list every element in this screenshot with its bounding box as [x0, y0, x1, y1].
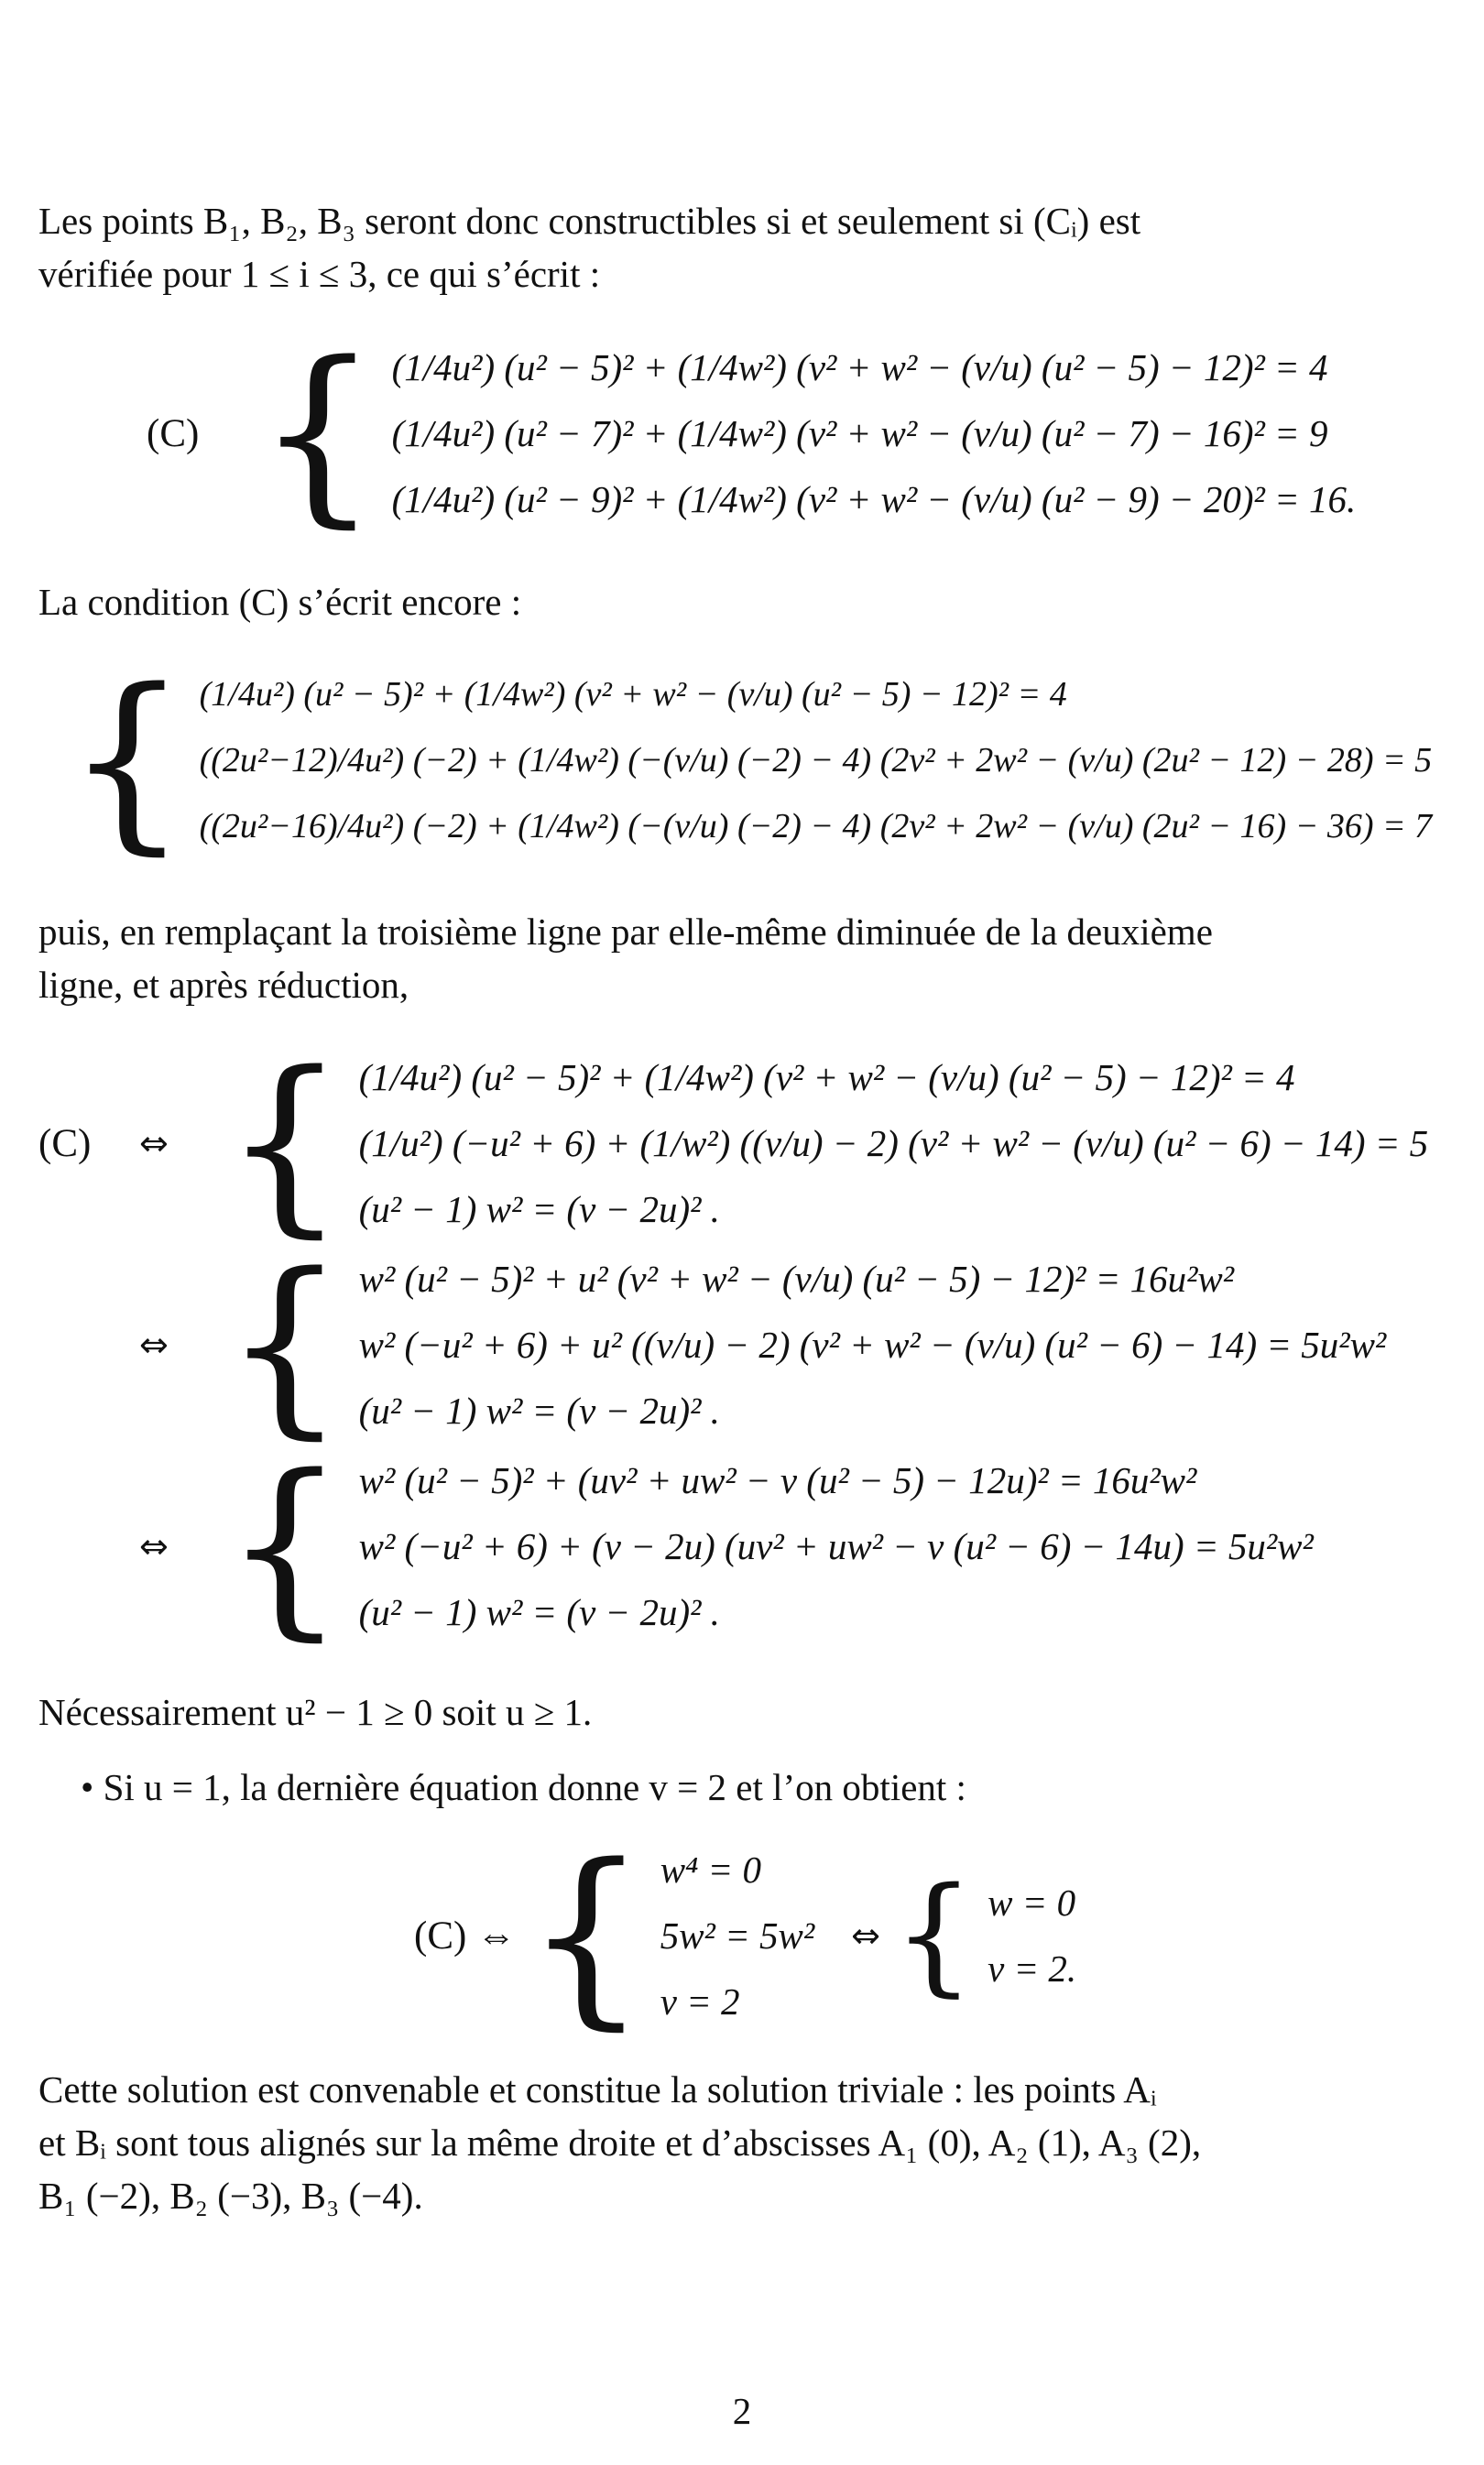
system-6-left-rows — [660, 1837, 814, 2034]
system-6-iff: ⇔ — [851, 1915, 880, 1956]
system-3 — [38, 1031, 1429, 1255]
system-6 — [414, 1823, 1077, 2047]
necessairement-paragraph — [38, 1685, 1449, 1739]
system-6-right-brace: { — [892, 1860, 976, 2010]
system-5-iff: ⇔ — [139, 1526, 169, 1566]
puis-paragraph — [38, 905, 1449, 1011]
system-6-right-row-1: w = 0 — [988, 1881, 1076, 1924]
system-1-label: (C) — [147, 411, 200, 455]
system-6-right-row-2: v = 2. — [988, 1947, 1077, 1990]
system-6-left-row-1: w⁴ = 0 — [660, 1849, 761, 1891]
conclusion-line-2: et Bᵢ sont tous alignés sur la même droite et d’abscisses A₁ (0), A₂ (1), A₃ (2), — [38, 2121, 1202, 2164]
system-3-iff: ⇔ — [139, 1123, 169, 1163]
condition-paragraph — [38, 575, 1449, 628]
system-3-brace: { — [224, 1031, 346, 1255]
system-4-brace: { — [224, 1232, 346, 1456]
bullet-item: • Si u = 1, la dernière équation donne v = 2 et l’on obtient : — [81, 1766, 966, 1808]
system-2-row-3: ((2u²−16)/4u²) (−2) + (1/4w²) (−(v/u) (−2) − 4) (2v² + 2w² − (v/u) (2u² − 16) − 36) = 7 — [199, 807, 1433, 845]
system-3-label: (C) — [38, 1121, 92, 1165]
system-1-brace: { — [256, 321, 379, 545]
system-1-row-2: (1/4u²) (u² − 7)² + (1/4w²) (v² + w² − (v/u) (u² − 7) − 16)² = 9 — [391, 412, 1328, 454]
system-4-iff: ⇔ — [139, 1325, 169, 1365]
system-6-right-rows — [988, 1870, 1076, 2001]
intro-paragraph — [38, 194, 1449, 300]
system-4-row-3: (u² − 1) w² = (v − 2u)² . — [358, 1390, 720, 1432]
system-6-left-row-2: 5w² = 5w² — [660, 1914, 815, 1957]
system-3-row-2: (1/u²) (−u² + 6) + (1/w²) ((v/u) − 2) (v² + w² − (v/u) (u² − 6) − 14) = 5 — [358, 1122, 1429, 1164]
conclusion-line-1: Cette solution est convenable et constitue la solution triviale : les points Aᵢ — [38, 2068, 1157, 2111]
system-2 — [66, 648, 1433, 872]
condition-text: La condition (C) s’écrit encore : — [38, 581, 522, 623]
system-4 — [139, 1232, 1387, 1456]
system-5-row-3: (u² − 1) w² = (v − 2u)² . — [358, 1591, 720, 1633]
system-3-rows — [359, 1044, 1429, 1242]
system-6-left-row-3: v = 2 — [660, 1980, 740, 2023]
system-1-row-1: (1/4u²) (u² − 5)² + (1/4w²) (v² + w² − (v/u) (u² − 5) − 12)² = 4 — [391, 346, 1328, 388]
system-6-left-brace: { — [525, 1823, 648, 2047]
puis-line-1: puis, en remplaçant la troisième ligne par elle-même diminuée de la deuxième — [38, 911, 1213, 953]
system-1-row-3: (1/4u²) (u² − 9)² + (1/4w²) (v² + w² − (v/u) (u² − 9) − 20)² = 16. — [391, 478, 1357, 520]
system-2-row-2: ((2u²−12)/4u²) (−2) + (1/4w²) (−(v/u) (−2) − 4) (2v² + 2w² − (v/u) (2u² − 12) − 28) = 5 — [199, 741, 1433, 780]
system-1 — [147, 321, 1357, 545]
system-2-row-1: (1/4u²) (u² − 5)² + (1/4w²) (v² + w² − (v/u) (u² − 5) − 12)² = 4 — [199, 675, 1067, 714]
system-4-row-1: w² (u² − 5)² + u² (v² + w² − (v/u) (u² − 5) − 12)² = 16u²w² — [358, 1258, 1235, 1300]
system-5-row-1: w² (u² − 5)² + (uv² + uw² − v (u² − 5) − 12u)² = 16u²w² — [358, 1459, 1197, 1501]
system-3-row-3: (u² − 1) w² = (v − 2u)² . — [358, 1188, 720, 1230]
system-2-rows — [200, 661, 1433, 859]
system-5-row-2: w² (−u² + 6) + (v − 2u) (uv² + uw² − v (u² − 6) − 14u) = 5u²w² — [358, 1525, 1314, 1567]
system-5-brace: { — [224, 1434, 346, 1658]
system-5 — [139, 1434, 1314, 1658]
system-2-brace: { — [66, 648, 189, 872]
intro-line-1: Les points B₁, B₂, B₃ seront donc constructibles si et seulement si (Cᵢ) est — [38, 200, 1141, 242]
page-number: 2 — [732, 2390, 752, 2432]
necessairement-text: Nécessairement u² − 1 ≥ 0 soit u ≥ 1. — [38, 1691, 593, 1733]
intro-line-2: vérifiée pour 1 ≤ i ≤ 3, ce qui s’écrit : — [38, 253, 601, 295]
system-4-rows — [359, 1246, 1387, 1444]
conclusion-line-3: B₁ (−2), B₂ (−3), B₃ (−4). — [38, 2175, 423, 2217]
system-5-rows — [359, 1447, 1314, 1645]
system-4-row-2: w² (−u² + 6) + u² ((v/u) − 2) (v² + w² − (v/u) (u² − 6) − 14) = 5u²w² — [358, 1324, 1387, 1366]
system-3-row-1: (1/4u²) (u² − 5)² + (1/4w²) (v² + w² − (v/u) (u² − 5) − 12)² = 4 — [358, 1056, 1295, 1098]
puis-line-2: ligne, et après réduction, — [38, 964, 409, 1006]
system-6-label: (C) ⇔ — [414, 1914, 517, 1958]
system-1-rows — [392, 334, 1357, 532]
conclusion-paragraph — [38, 2063, 1449, 2222]
